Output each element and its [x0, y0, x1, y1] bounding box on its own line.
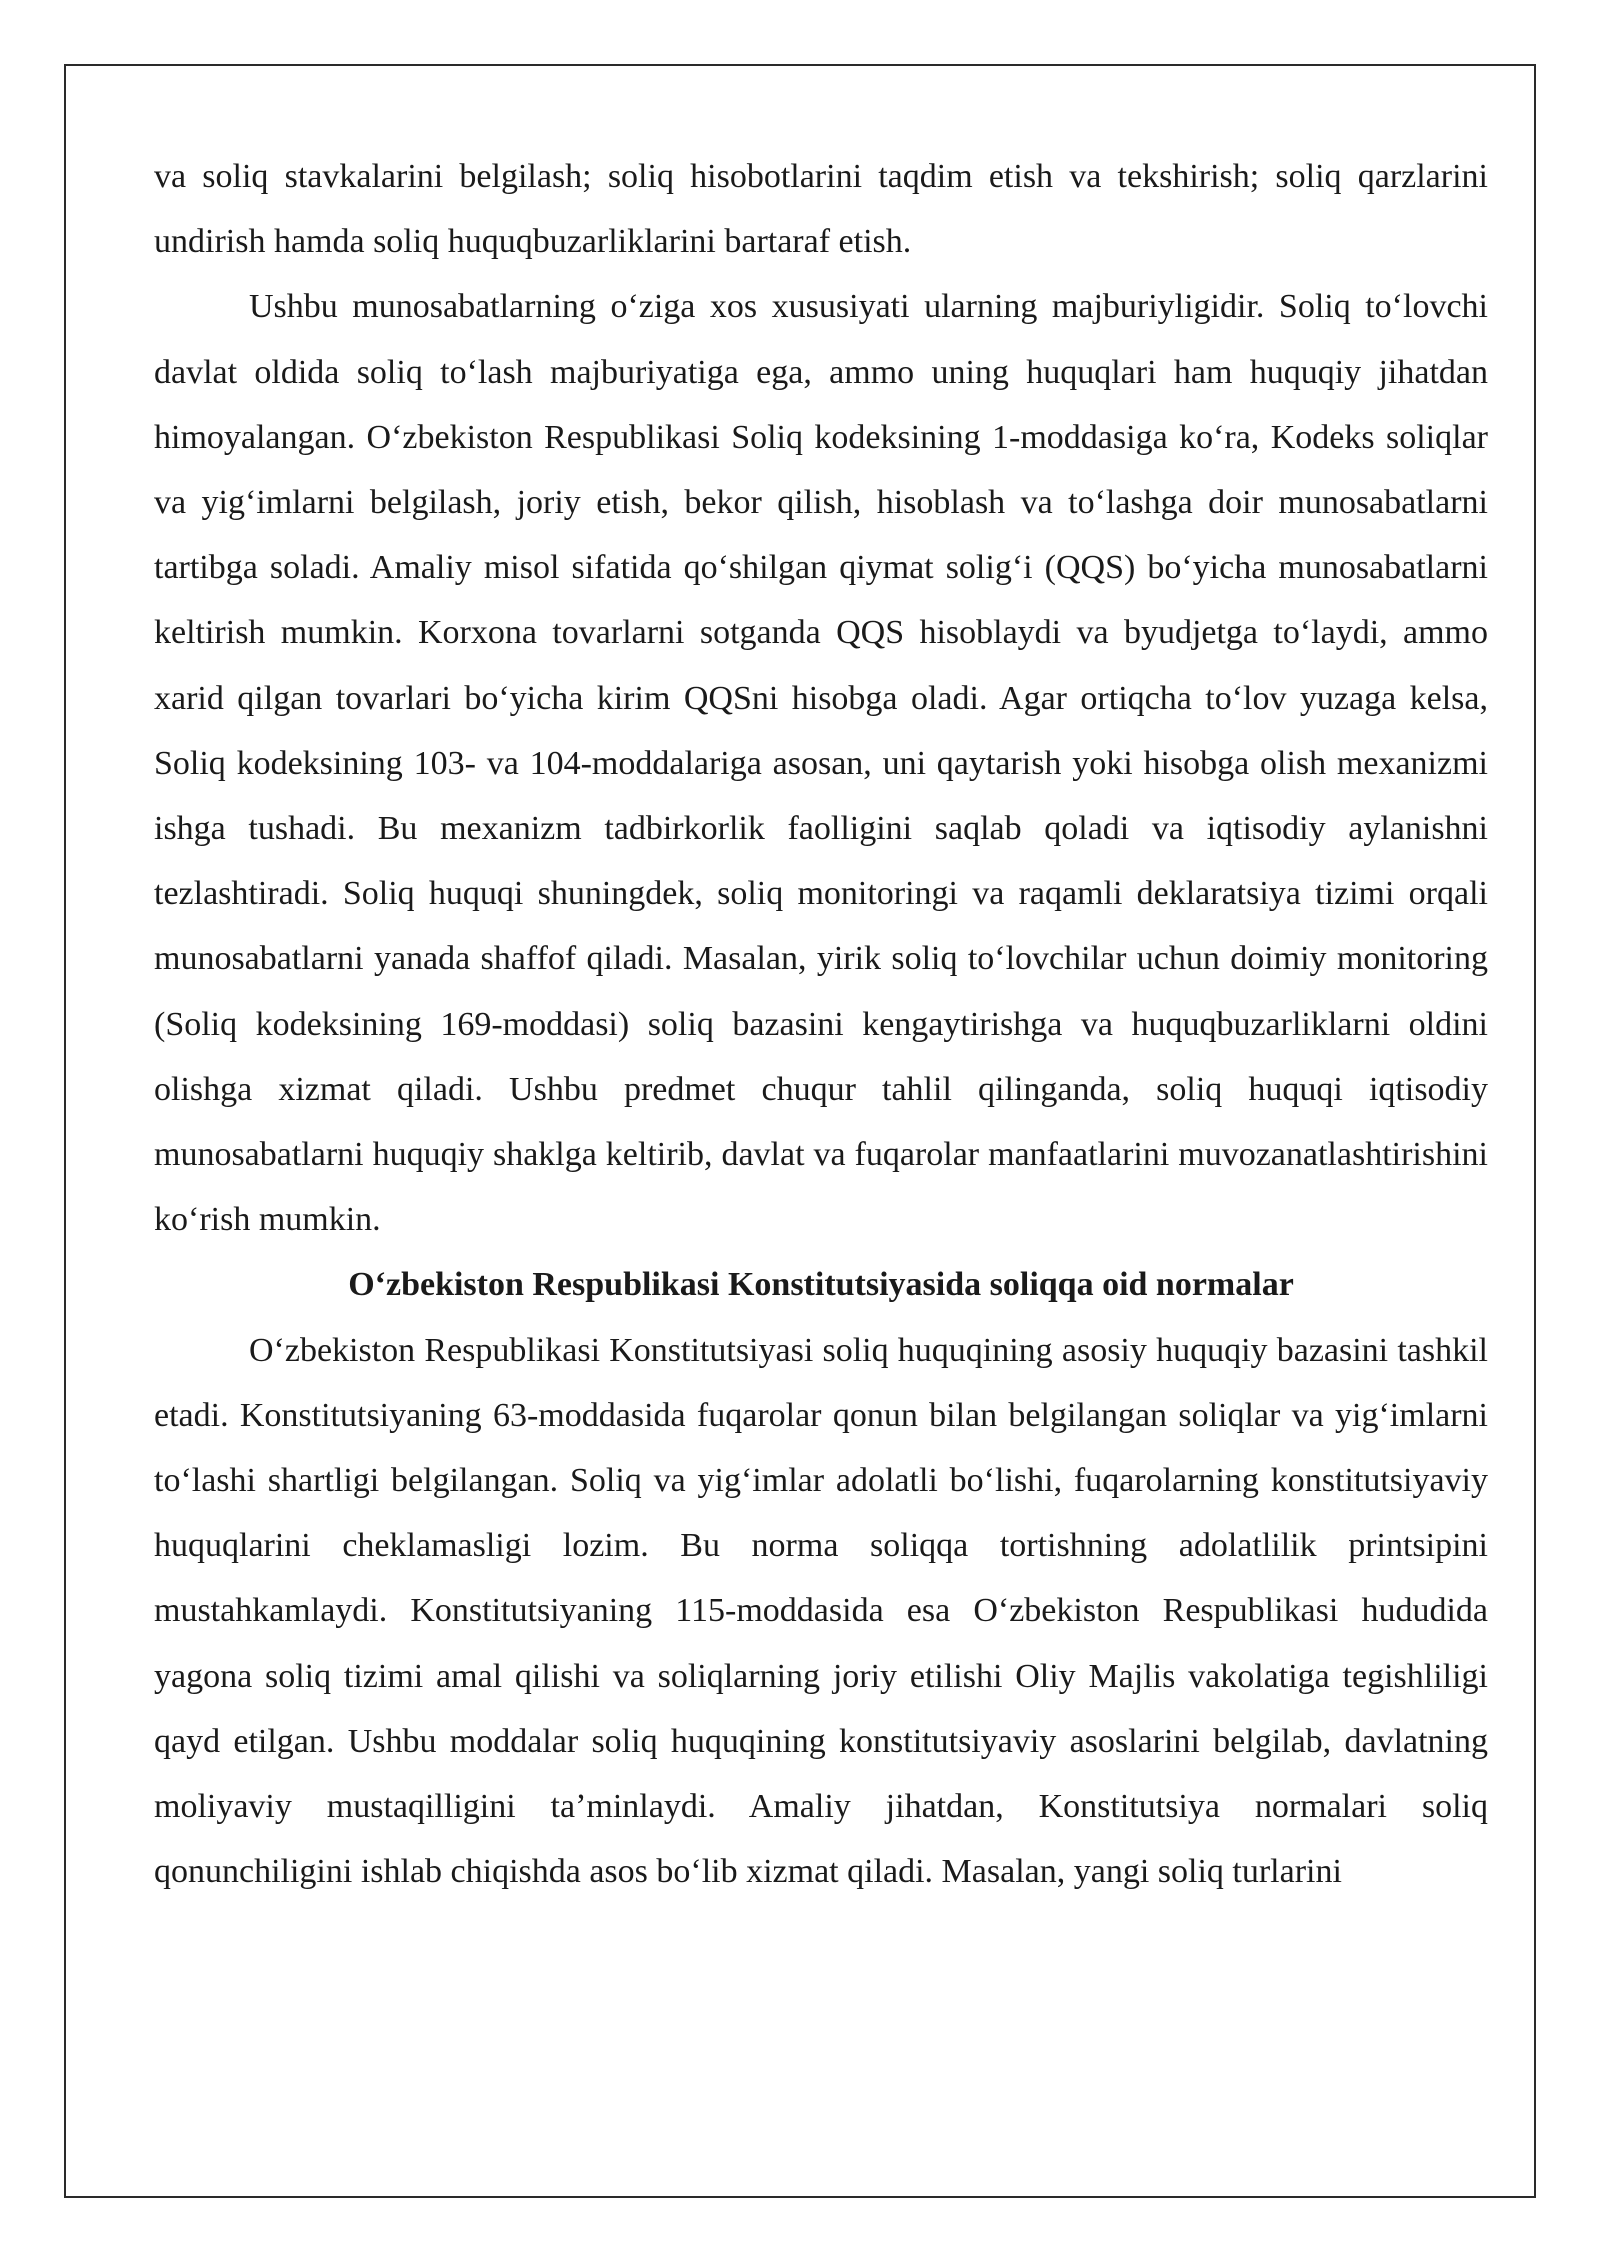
document-body	[154, 144, 1488, 1904]
section-heading: Oʻzbekiston Respublikasi Konstitutsiyasida soliqqa oid normalar	[348, 1266, 1294, 1304]
paragraph-continuation: va soliq stavkalarini belgilash; soliq hisobotlarini taqdim etish va tekshirish; soliq qarzlarini undirish hamda soliq huquqbuzarliklarini bartaraf etish.	[154, 158, 1488, 261]
paragraph-constitution: Oʻzbekiston Respublikasi Konstitutsiyasi soliq huquqining asosiy huquqiy bazasini tashkil etadi. Konstitutsiyaning 63-moddasida fuqarolar qonun bilan belgilangan soliqlar va yigʻimlarni toʻlashi shartligi belgilangan. Soliq va yigʻimlar adolatli boʻlishi, fuqarolarning konstitutsiyaviy huquqlarini cheklamasligi lozim. Bu norma soliqqa tortishning adolatlilik printsipini mustahkamlaydi. Konstitutsiyaning 115-moddasida esa Oʻzbekiston Respublikasi hududida yagona soliq tizimi amal qilishi va soliqlarning joriy etilishi Oliy Majlis vakolatiga tegishliligi qayd etilgan. Ushbu moddalar soliq huquqining konstitutsiyaviy asoslarini belgilab, davlatning moliyaviy mustaqilligini taʼminlaydi. Amaliy jihatdan, Konstitutsiya normalari soliq qonunchiligini ishlab chiqishda asos boʻlib xizmat qiladi. Masalan, yangi soliq turlarini	[154, 1331, 1488, 1891]
paragraph-obligation: Ushbu munosabatlarning oʻziga xos xususiyati ularning majburiyligidir. Soliq toʻlovchi davlat oldida soliq toʻlash majburiyatiga ega, ammo uning huquqlari ham huquqiy jihatdan himoyalangan. Oʻzbekiston Respublikasi Soliq kodeksining 1-moddasiga koʻra, Kodeks soliqlar va yigʻimlarni belgilash, joriy etish, bekor qilish, hisoblash va toʻlashga doir munosabatlarni tartibga soladi. Amaliy misol sifatida qoʻshilgan qiymat soligʻi (QQS) boʻyicha munosabatlarni keltirish mumkin. Korxona tovarlarni sotganda QQS hisoblaydi va byudjetga toʻlaydi, ammo xarid qilgan tovarlari boʻyicha kirim QQSni hisobga oladi. Agar ortiqcha toʻlov yuzaga kelsa, Soliq kodeksining 103- va 104-moddalariga asosan, uni qaytarish yoki hisobga olish mexanizmi ishga tushadi. Bu mexanizm tadbirkorlik faolligini saqlab qoladi va iqtisodiy aylanishni tezlashtiradi. Soliq huquqi shuningdek, soliq monitoringi va raqamli deklaratsiya tizimi orqali munosabatlarni yanada shaffof qiladi. Masalan, yirik soliq toʻlovchilar uchun doimiy monitoring (Soliq kodeksining 169-moddasi) soliq bazasini kengaytirishga va huquqbuzarliklarni oldini olishga xizmat qiladi. Ushbu predmet chuqur tahlil qilinganda, soliq huquqi iqtisodiy munosabatlarni huquqiy shaklga keltirib, davlat va fuqarolar manfaatlarini muvozanatlashtirishini koʻrish mumkin.	[154, 288, 1488, 1239]
